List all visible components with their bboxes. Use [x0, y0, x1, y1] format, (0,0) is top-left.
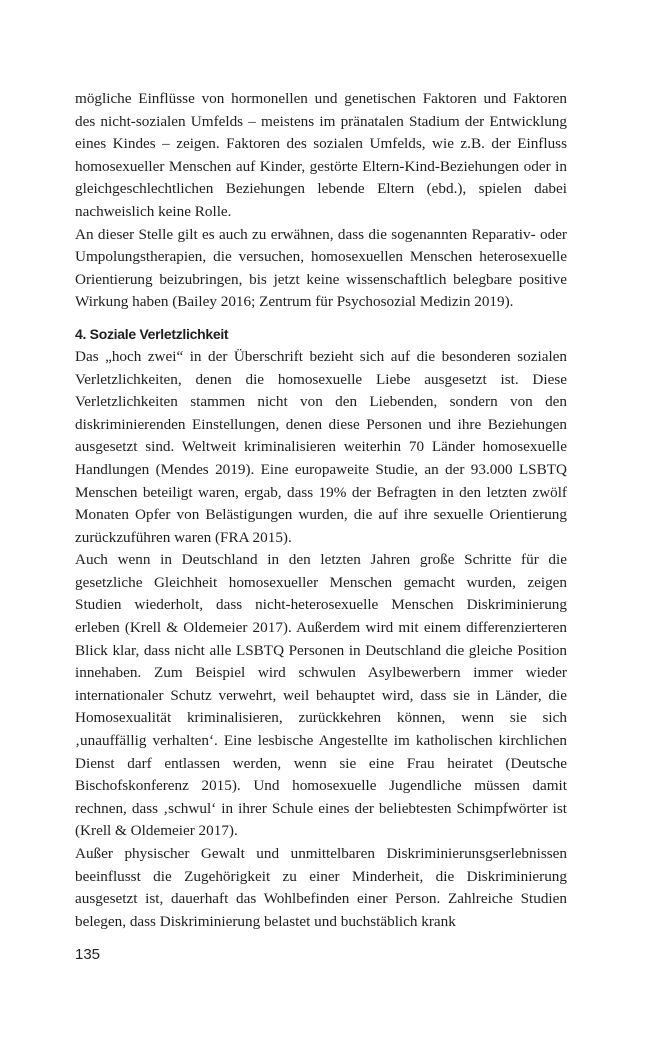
paragraph: Das „hoch zwei“ in der Überschrift bezieht sich auf die besonderen sozialen Verletzlichkeiten, denen die homosexuelle Liebe ausgesetzt ist. Diese Verletzlichkeiten stammen nicht von den Liebenden, sondern von den diskriminierenden Einstellungen, denen diese Personen und ihre Beziehungen ausgesetzt sind. Weltweit kriminalisieren weiterhin 70 Länder homosexuelle Handlungen (Mendes 2019). Eine europaweite Studie, an der 93.000 LSBTQ Menschen beteiligt waren, ergab, dass 19% der Befragten in den letzten zwölf Monaten Opfer von Belästigungen wurden, die auf ihre sexuelle Orientierung zurückzuführen waren (FRA 2015).: [75, 347, 567, 546]
section-heading: 4. Soziale Verletzlichkeit: [75, 325, 229, 342]
paragraph: mögliche Einflüsse von hormonellen und genetischen Faktoren und Faktoren des nicht-sozialen Umfelds – meistens im pränatalen Stadium der Entwicklung eines Kindes – zeigen. Faktoren des sozialen Umfelds, wie z.B. der Einfluss homosexueller Menschen auf Kinder, gestörte Eltern-Kind-Beziehungen oder in gleichgeschlechtlichen Beziehungen lebende Eltern (ebd.), spielen dabei nachweislich keine Rolle.: [75, 90, 567, 220]
paragraph: Auch wenn in Deutschland in den letzten Jahren große Schritte für die gesetzliche Gleichheit homosexueller Menschen gemacht wurden, zeigen Studien wiederholt, dass nicht-heterosexuelle Menschen Diskriminierung erleben (Krell & Oldemeier 2017). Außerdem wird mit einem differenzierteren Blick klar, dass nicht alle LSBTQ Personen in Deutschland die gleiche Position innehaben. Zum Beispiel wird schwulen Asylbewerbern immer wieder internationaler Schutz verwehrt, weil behauptet wird, dass sie in Länder, die Homosexualität kriminalisieren, zurückkehren können, wenn sie sich ‚unauffällig verhalten‘. Eine lesbische Angestellte im katholischen kirchlichen Dienst darf entlassen werden, wenn sie eine Frau heiratet (Deutsche Bischofskonferenz 2015). Und homosexuelle Jugendliche müssen damit rechnen, dass ‚schwul‘ in ihrer Schule eines der beliebtesten Schimpfwörter ist (Krell & Oldemeier 2017).: [75, 551, 567, 840]
page-number: 135: [75, 946, 101, 963]
paragraph: An dieser Stelle gilt es auch zu erwähnen, dass die sogenannten Reparativ- oder Umpolungstherapien, die versuchen, homosexuellen Menschen heterosexuelle Orientierung beizubringen, bis jetzt keine wissenschaftlich belegbare positive Wirkung haben (Bailey 2016; Zentrum für Psychosozial Medizin 2019).: [75, 225, 567, 311]
page-body: [75, 88, 567, 933]
paragraph: Außer physischer Gewalt und unmittelbaren Diskriminierunsgserlebnissen beeinflusst die Zugehörigkeit zu einer Minderheit, die Diskriminierung ausgesetzt ist, dauerhaft das Wohlbefinden einer Person. Zahlreiche Studien belegen, dass Diskriminierung belastet und buchstäblich krank: [75, 845, 567, 930]
